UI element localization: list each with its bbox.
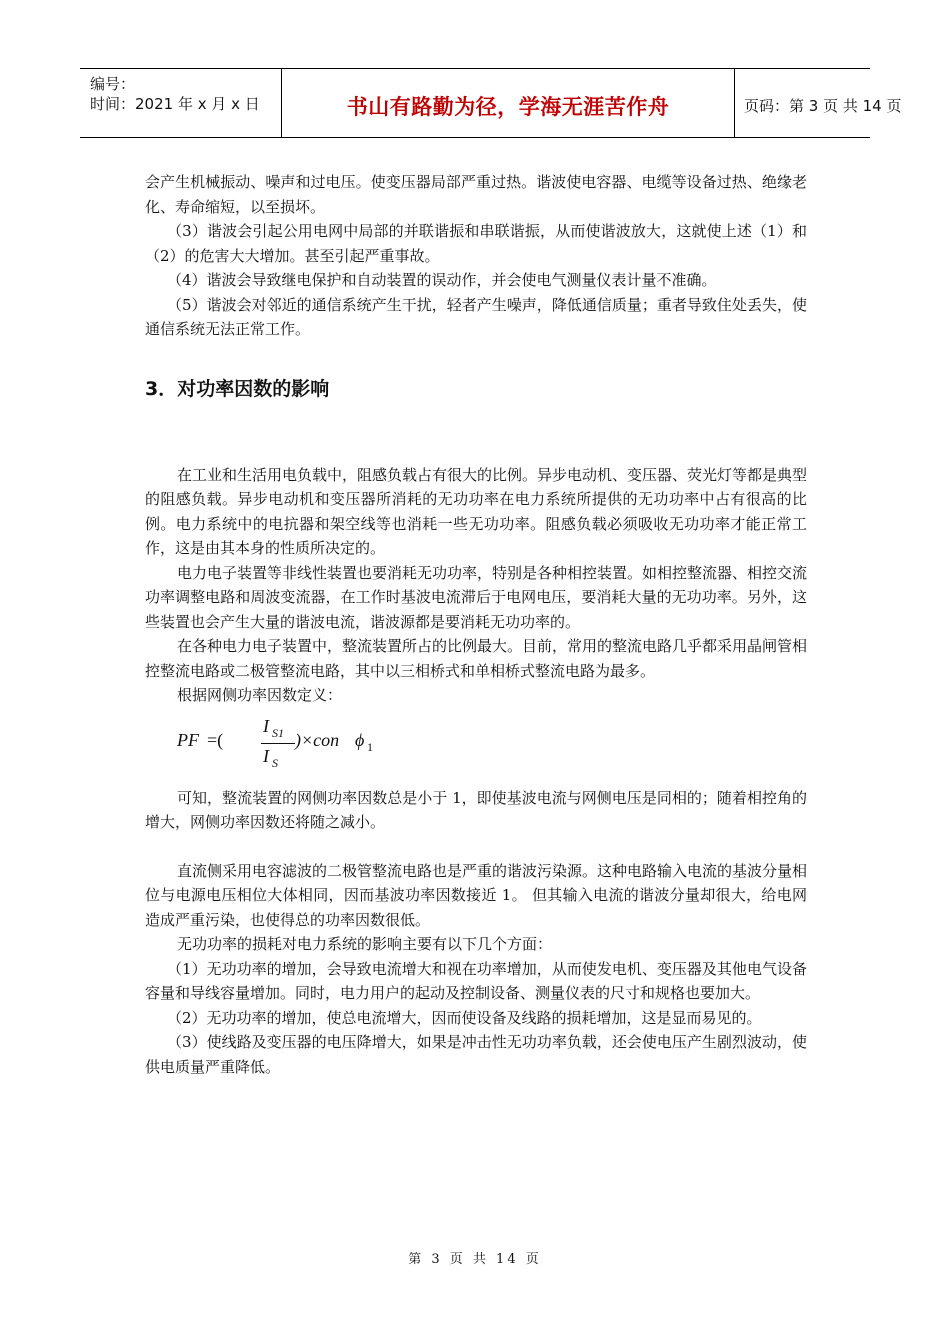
- page-header: [80, 68, 902, 138]
- paragraph: （1）无功功率的增加，会导致电流增大和视在功率增加，从而使发电机、变压器及其他电气设备容量和导线容量增加。同时，电力用户的起动及控制设备、测量仪表的尺寸和规格也要加大。: [145, 959, 807, 1002]
- formula-denominator-sub: S: [272, 755, 278, 770]
- formula-numerator: I: [263, 715, 269, 736]
- paragraph: （3）谐波会引起公用电网中局部的并联谐振和串联谐振，从而使谐波放大，这就使上述（1）和（2）的危害大大增加。甚至引起严重事故。: [145, 222, 807, 265]
- paragraph: （4）谐波会导致继电保护和自动装置的误动作，并会使电气测量仪表计量不准确。: [167, 271, 717, 289]
- section-heading: 3．对功率因数的影响: [145, 377, 330, 400]
- header-left-cell: [80, 69, 281, 137]
- paragraph: （3）使线路及变压器的电压降增大，如果是冲击性无功功率负载，还会使电压产生剧烈波动，使供电质量严重降低。: [145, 1033, 807, 1076]
- paragraph: 在各种电力电子装置中，整流装置所占的比例最大。目前，常用的整流电路几乎都采用晶闸管相控整流电路或二极管整流电路，其中以三相桥式和单相桥式整流电路为最多。: [145, 637, 808, 680]
- paragraph: 可知，整流装置的网侧功率因数总是小于 1，即使基波电流与网侧电压是同相的；随着相控角的增大，网侧功率因数还将随之减小。: [145, 788, 807, 831]
- formula-phi: ϕ: [355, 729, 365, 750]
- paragraph: 会产生机械振动、噪声和过电压。使变压器局部严重过热。谐波使电容器、电缆等设备过热、绝缘老化、寿命缩短，以至损坏。: [145, 173, 807, 216]
- header-motto: 书山有路勤为径，学海无涯苦作舟: [346, 95, 670, 119]
- header-right-cell: [734, 69, 902, 137]
- header-middle-cell: [281, 69, 735, 137]
- fraction-bar: [261, 743, 295, 744]
- document-body: [145, 170, 807, 1079]
- paragraph: 电力电子装置等非线性装置也要消耗无功功率，特别是各种相控装置。如相控整流器、相控交流功率调整电路和周波变流器，在工作时基波电流滞后于电网电压，要消耗大量的无功功率。另外，这些装置也会产生大量的谐波电流，谐波源都是要消耗无功功率的。: [145, 563, 808, 631]
- paragraph-gap: [145, 835, 807, 859]
- formula-rhs: )×con: [295, 729, 340, 750]
- paragraph: （5）谐波会对邻近的通信系统产生干扰，轻者产生噪声，降低通信质量；重者导致住处丢失，使通信系统无法正常工作。: [145, 295, 807, 338]
- power-factor-formula: [177, 712, 807, 772]
- document-number-label: 编号：: [90, 75, 136, 93]
- formula-lhs: PF: [177, 729, 199, 750]
- paragraph: 无功功率的损耗对电力系统的影响主要有以下几个方面：: [177, 935, 553, 953]
- paragraph: （2）无功功率的增加，使总电流增大，因而使设备及线路的损耗增加，这是显而易见的。: [167, 1008, 762, 1027]
- paragraph: 在工业和生活用电负载中，阻感负载占有很大的比例。异步电动机、变压器、荧光灯等都是典型的阻感负载。异步电动机和变压器所消耗的无功功率在电力系统所提供的无功功率中占有很高的比例。电力系统中的电抗器和架空线等也消耗一些无功功率。阻感负载必须吸收无功功率才能正常工作，这是由其本身的性质所决定的。: [145, 465, 808, 557]
- page-footer: 第 3 页 共 14 页: [408, 1252, 542, 1267]
- paragraph: 直流侧采用电容滤波的二极管整流电路也是严重的谐波污染源。这种电路输入电流的基波分量相位与电源电压相位大体相同，因而基波功率因数接近 1。 但其输入电流的谐波分量却很大，给电网造成严重污染，也使得总的功率因数很低。: [145, 861, 808, 929]
- paragraph: 根据网侧功率因数定义：: [177, 686, 343, 704]
- formula-numerator-sub: S1: [272, 725, 284, 740]
- header-page-info: 页码：第 3 页 共 14 页: [744, 97, 902, 115]
- document-date-label: 时间：2021 年 x 月 x 日: [90, 95, 260, 113]
- formula-phi-sub: 1: [367, 739, 373, 754]
- formula-eq: =(: [207, 729, 224, 750]
- formula-denominator: I: [263, 745, 269, 766]
